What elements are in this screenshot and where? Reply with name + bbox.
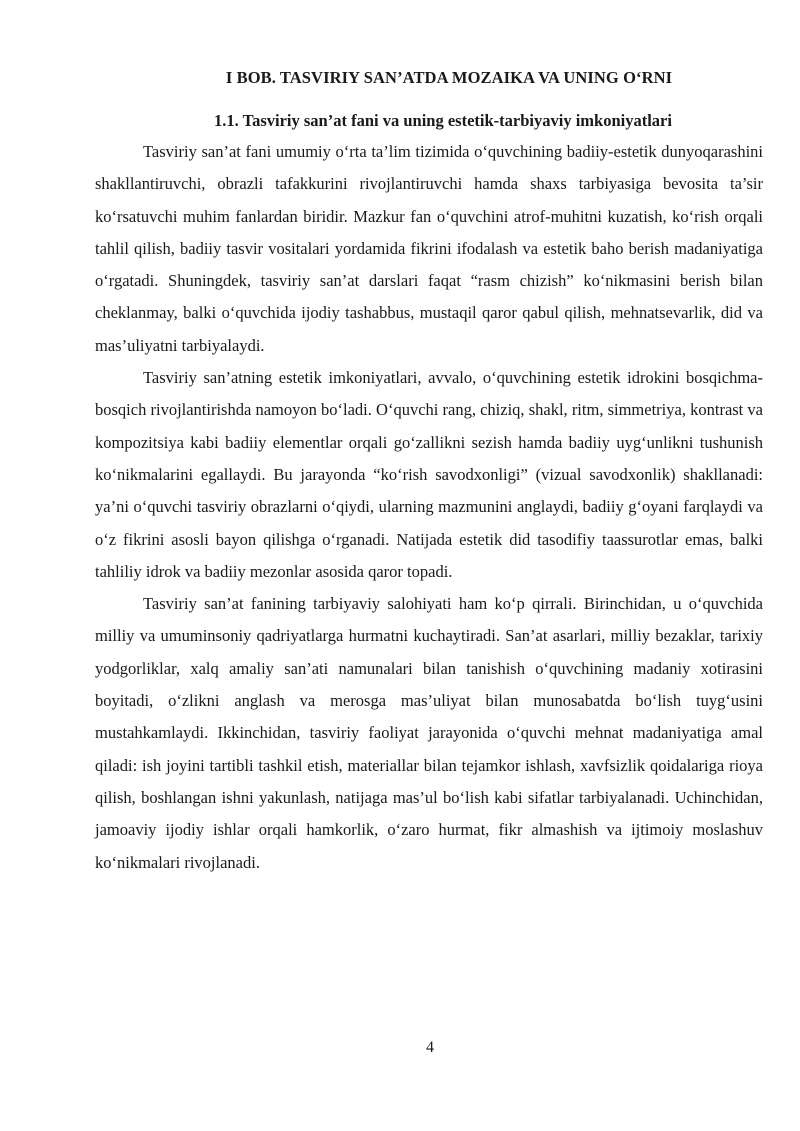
section-title: 1.1. Tasviriy san’at fani va uning estetik-tarbiyaviy imkoniyatlari bbox=[214, 111, 672, 130]
document-page bbox=[95, 66, 763, 879]
body-paragraph-1: Tasviriy san’at fani umumiy o‘rta ta’lim tizimida o‘quvchining badiiy-estetik dunyoqarashini shakllantiruvchi, obrazli tafakkurini rivojlantiruvchi hamda shaxs tarbiyasiga bevosita ta’sir ko‘rsatuvchi muhim fanlardan biridir. Mazkur fan o‘quvchini atrof-muhitni kuzatish, ko‘rish orqali tahlil qilish, badiiy tasvir vositalari yordamida fikrini ifodalash va estetik baho berish madaniyatiga o‘rgatadi. Shuningdek, tasviriy san’at darslari faqat “rasm chizish” ko‘nikmasini berish bilan cheklanmay, balki o‘quvchida ijodiy tashabbus, mustaqil qaror qabul qilish, mehnatsevarlik, did va mas’uliyatni tarbiyalaydi. bbox=[95, 142, 763, 355]
body-paragraph-3: Tasviriy san’at fanining tarbiyaviy salohiyati ham ko‘p qirrali. Birinchidan, u o‘quvchida milliy va umuminsoniy qadriyatlarga hurmatni kuchaytiradi. San’at asarlari, milliy bezaklar, tarixiy yodgorliklar, xalq amaliy san’ati namunalari bilan tanishish o‘quvchining madaniy xotirasini boyitadi, o‘zlikni anglash va merosga mas’uliyat bilan munosabatda bo‘lish tuyg‘usini mustahkamlaydi. Ikkinchidan, tasviriy faoliyat jarayonida o‘quvchi mehnat madaniyatiga amal qiladi: ish joyini tartibli tashkil etish, materiallar bilan tejamkor ishlash, xavfsizlik qoidalariga rioya qilish, boshlangan ishni yakunlash, natijaga mas’ul bo‘lish kabi sifatlar tarbiyalanadi. Uchinchidan, jamoaviy ijodiy ishlar orqali hamkorlik, o‘zaro hurmat, fikr almashish va ijtimoiy moslashuv ko‘nikmalari rivojlanadi. bbox=[95, 594, 763, 872]
chapter-title: I BOB. TASVIRIY SAN’ATDA MOZAIKA VA UNING O‘RNI bbox=[225, 68, 673, 87]
page-number: 4 bbox=[426, 1039, 434, 1056]
body-paragraph-2: Tasviriy san’atning estetik imkoniyatlari, avvalo, o‘quvchining estetik idrokini bosqichma-bosqich rivojlantirishda namoyon bo‘ladi. O‘quvchi rang, chiziq, shakl, ritm, simmetriya, kontrast va kompozitsiya kabi badiiy elementlar orqali go‘zallikni sezish hamda badiiy uyg‘unlikni tushunish ko‘nikmalarini egallaydi. Bu jarayonda “ko‘rish savodxonligi” (vizual savodxonlik) shakllanadi: ya’ni o‘quvchi tasviriy obrazlarni o‘qiydi, ularning mazmunini anglaydi, badiiy g‘oyani farqlaydi va o‘z fikrini asosli bayon qilishga o‘rganadi. Natijada estetik did tasodifiy taassurotlar emas, balki tahliliy idrok va badiiy mezonlar asosida qaror topadi. bbox=[95, 368, 763, 581]
